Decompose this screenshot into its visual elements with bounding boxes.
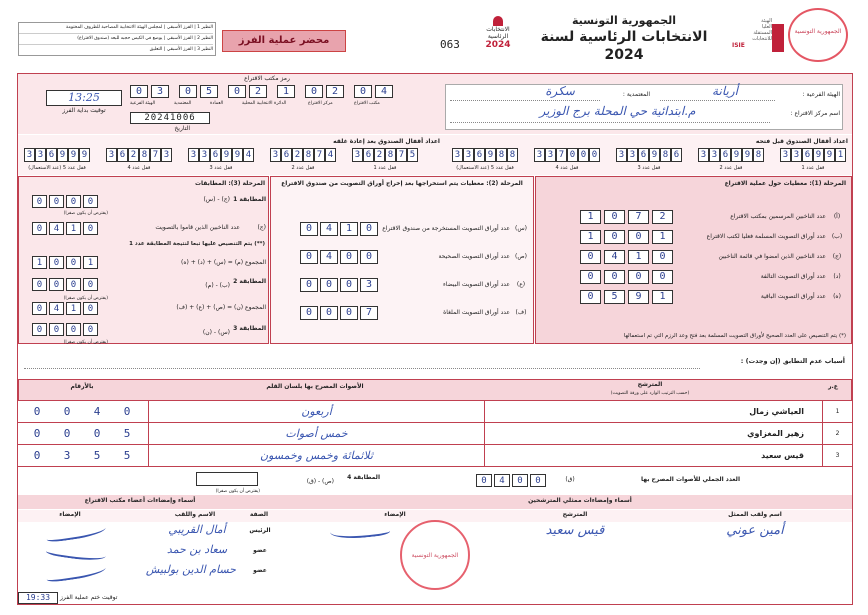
votes-in-words[interactable]: أربعون	[148, 401, 484, 423]
vote-digit[interactable]: 5	[123, 449, 131, 462]
vote-digit[interactable]: 0	[63, 405, 71, 418]
col-words-header: الأصوات المصرح بها بلسان القلم	[266, 383, 364, 390]
lock-digit[interactable]: 3	[545, 148, 556, 162]
signature-icon	[45, 563, 106, 583]
row-num: 3	[822, 445, 852, 467]
code-digit[interactable]: 0	[228, 85, 246, 98]
lock-digit[interactable]: 3	[698, 148, 709, 162]
match1-label: المطابقة 1	[233, 196, 266, 203]
lock-digit[interactable]: 3	[352, 148, 363, 162]
sum-n-label: المجموع (ن) = (ص) + (ع) + (ف)	[176, 304, 266, 311]
lock-digit[interactable]: 3	[24, 148, 35, 162]
stage1-rows	[540, 210, 846, 320]
locks-row	[24, 148, 850, 174]
discrepancy-line	[24, 368, 700, 369]
office-col-signature: الإمضاء	[59, 511, 81, 518]
lock-digit[interactable]: 9	[68, 148, 79, 162]
lock-digit[interactable]: 6	[117, 148, 128, 162]
lock-label: قفل عدد 2	[719, 165, 743, 171]
stage2-digit[interactable]: 0	[340, 278, 358, 292]
lock-digit[interactable]: 9	[221, 148, 232, 162]
stage1-digit[interactable]: 0	[580, 270, 601, 284]
code-sub-label: الدائرة الانتخابية المحلية	[242, 101, 287, 106]
match4-note: (يفترض أن يكون صفرا)	[215, 489, 260, 494]
stage2-digit[interactable]: 0	[300, 306, 318, 320]
lock-digit[interactable]: 3	[534, 148, 545, 162]
office-rows	[18, 523, 308, 583]
col-num-header: ع.ر	[828, 383, 838, 390]
lock-digit[interactable]: 3	[709, 148, 720, 162]
rep-name[interactable]: أمين عوني	[726, 523, 784, 538]
votes-in-words[interactable]: ثلاثمائة وخمس وخمسون	[148, 445, 484, 467]
row-num: 1	[822, 401, 852, 423]
code-sub-label: المعتمدية	[174, 101, 192, 106]
lock-digit[interactable]: 7	[314, 148, 325, 162]
reps-col-candidate: المترشح	[562, 511, 588, 518]
logo-text-2: الرئاسية	[487, 33, 509, 40]
lock-digit[interactable]: 6	[210, 148, 221, 162]
stage1-label: عدد الناخبين المرسمين بمكتب الاقتراع	[730, 213, 826, 220]
stage2-key: (ص)	[515, 253, 527, 260]
lock-digit[interactable]: 3	[161, 148, 172, 162]
stage2-title: المرحلة (2): معطيات يتم استخراجها بعد إخراج أوراق التصويت من صندوق الاقتراع	[281, 180, 523, 187]
stage1-digit[interactable]: 1	[580, 210, 601, 224]
office-col-role: الصفة	[249, 511, 269, 518]
stage1-label: عدد أوراق التصويت التالفة	[760, 273, 826, 280]
lock-digit[interactable]: 8	[385, 148, 396, 162]
reps-col-name: اسم ولقب الممثل	[728, 511, 782, 518]
lock-digit[interactable]: 8	[303, 148, 314, 162]
lock-digit[interactable]: 7	[396, 148, 407, 162]
lock-label: قفل عدد 5 (عند الاستعمال)	[456, 165, 514, 171]
subcommission-line	[660, 100, 775, 101]
stage1-digit[interactable]: 0	[652, 270, 673, 284]
match2-sub: (ب) - (م)	[205, 282, 230, 289]
stage3-digit[interactable]: 0	[32, 222, 47, 235]
lock-label: قفل عدد 3	[209, 165, 233, 171]
col-candidate-header: المترشح	[637, 381, 663, 388]
lock-digit[interactable]: 3	[106, 148, 117, 162]
col-candidate-sub: (حسب الترتيب الوارد على ورقة التصويت)	[610, 391, 690, 396]
stage3-digit[interactable]: 1	[83, 256, 98, 269]
vote-digit[interactable]: 5	[123, 427, 131, 440]
lock-digit[interactable]: 8	[507, 148, 518, 162]
stage1-label: عدد الناخبين الذين امضوا في قائمة الناخبين	[718, 253, 826, 260]
stage2-label: عدد أوراق التصويت الملغاة	[443, 309, 510, 316]
lock-digit[interactable]: 9	[57, 148, 68, 162]
stage3-digit[interactable]: 0	[49, 323, 64, 336]
stage3-digit[interactable]: 1	[66, 302, 81, 315]
match3-sub: (س) - (ن)	[202, 329, 230, 336]
rep-candidate[interactable]: قيس سعيد	[545, 523, 605, 538]
serial-number: 063	[440, 38, 460, 51]
stage1-key: (ج)	[832, 253, 842, 260]
stage3-digit[interactable]: 0	[49, 256, 64, 269]
isie-logo	[732, 18, 772, 62]
lock-digit[interactable]: 6	[720, 148, 731, 162]
match1-note: (يفترض أن يكون صفرا)	[63, 211, 108, 216]
locks-after-label: اعداد أقفال الصندوق بعد إعادة غلقه	[333, 138, 440, 145]
lock-digit[interactable]: 0	[578, 148, 589, 162]
stage2-digit[interactable]: 4	[320, 222, 338, 236]
locks-before-label: اعداد أقفال الصندوق قبل فتحه	[755, 138, 848, 145]
stage3-digit[interactable]: 0	[32, 278, 47, 291]
code-digit[interactable]: 4	[375, 85, 393, 98]
lock-digit[interactable]: 3	[35, 148, 46, 162]
lock-digit[interactable]: 3	[463, 148, 474, 162]
lock-digit[interactable]: 7	[150, 148, 161, 162]
office-name[interactable]: سعاد بن حمد	[166, 543, 228, 556]
total-digit[interactable]: 4	[494, 474, 510, 487]
signature-icon	[45, 523, 106, 543]
signature-icon	[45, 543, 106, 563]
lock-digit[interactable]: 0	[589, 148, 600, 162]
start-time-field[interactable]	[46, 90, 122, 106]
lock-digit[interactable]: 0	[567, 148, 578, 162]
lock-digit[interactable]: 8	[660, 148, 671, 162]
lock-digit[interactable]: 3	[616, 148, 627, 162]
vote-digit[interactable]: 0	[123, 405, 131, 418]
stage3-digit[interactable]: 0	[49, 195, 64, 208]
stage1-label: عدد أوراق التصويت المسلمة فعليا لكتب الاقتراع	[706, 233, 826, 240]
stage3-digit[interactable]: 0	[83, 222, 98, 235]
stage2-digit[interactable]: 0	[300, 250, 318, 264]
stage3-title: المرحلة (3): المطابقات	[194, 180, 265, 187]
lock-digit[interactable]: 3	[199, 148, 210, 162]
delegation-value[interactable]: سكرة	[545, 84, 575, 98]
copies-table	[18, 22, 216, 56]
stage2-label: عدد أوراق التصويت البيضاء	[442, 281, 510, 288]
vote-digit[interactable]: 4	[93, 405, 101, 418]
code-digit[interactable]: 0	[305, 85, 323, 98]
code-sub-label: العمادة	[210, 101, 224, 106]
stage2-digit[interactable]: 0	[300, 222, 318, 236]
match4-label: المطابقة 4	[347, 474, 380, 481]
vote-digit[interactable]: 0	[33, 449, 41, 462]
lock-digit[interactable]: 1	[835, 148, 846, 162]
discrepancy-label: أسباب عدم التطابق (إن وجدت) :	[740, 357, 845, 365]
lock-digit[interactable]: 6	[671, 148, 682, 162]
stage3-digit[interactable]: 4	[49, 222, 64, 235]
code-digit[interactable]: 3	[151, 85, 169, 98]
vote-digit[interactable]: 0	[33, 427, 41, 440]
lock-digit[interactable]: 4	[243, 148, 254, 162]
stage2-digit[interactable]: 7	[360, 306, 378, 320]
date-label: التاريخ	[174, 125, 190, 132]
lock-digit[interactable]: 9	[824, 148, 835, 162]
copy-row-2: النظير 2 | الفرز الأسبقي | يوضع في الكيس حجبه للبعد (صندوق الاقتراع)	[19, 35, 213, 45]
stage3-digit[interactable]: 0	[66, 195, 81, 208]
lock-digit[interactable]: 7	[556, 148, 567, 162]
lock-label: قفل عدد 1	[373, 165, 397, 171]
stage2-rows	[300, 222, 530, 322]
lock-digit[interactable]: 3	[270, 148, 281, 162]
stage3-digit[interactable]: 0	[83, 302, 98, 315]
candidate-name: زهير المغزاوي	[484, 423, 814, 445]
code-digit[interactable]: 0	[130, 85, 148, 98]
voters-key: (ج)	[257, 224, 266, 231]
total-digit[interactable]: 0	[530, 474, 546, 487]
flag-icon	[772, 24, 784, 52]
stage3-digit[interactable]: 0	[83, 278, 98, 291]
stage1-digit[interactable]: 5	[604, 290, 625, 304]
total-digit[interactable]: 0	[476, 474, 492, 487]
isie-abbr: ISIE	[732, 42, 745, 49]
col-digits-header: بالأرقام	[70, 383, 94, 390]
lock-digit[interactable]: 2	[128, 148, 139, 162]
sum-m-label: المجموع (م) = (س) + (د) + (ه)	[181, 259, 266, 266]
lock-digit[interactable]: 9	[232, 148, 243, 162]
total-value	[476, 474, 556, 486]
stage3-digit[interactable]: 0	[32, 302, 47, 315]
stage1-key: (د)	[833, 273, 841, 280]
lock-digit[interactable]: 9	[731, 148, 742, 162]
vote-digit[interactable]: 0	[93, 427, 101, 440]
lock-digit[interactable]: 9	[649, 148, 660, 162]
office-role: عضو	[253, 547, 267, 554]
lock-digit[interactable]: 3	[780, 148, 791, 162]
stage1-digit[interactable]: 1	[652, 230, 673, 244]
stage1-digit[interactable]: 1	[652, 290, 673, 304]
stage1-digit[interactable]: 1	[628, 250, 649, 264]
stage1-digit[interactable]: 0	[628, 230, 649, 244]
office-code	[130, 85, 395, 99]
match3-note: (يفترض أن يكون صفرا)	[63, 340, 108, 345]
stage1-digit[interactable]: 0	[604, 230, 625, 244]
stage2-digit[interactable]: 0	[300, 278, 318, 292]
lock-digit[interactable]: 6	[281, 148, 292, 162]
stage2-key: (ف)	[515, 309, 527, 316]
code-digit[interactable]: 5	[200, 85, 218, 98]
office-role: عضو	[253, 567, 267, 574]
copy-row-1: النظير 1 | الفرز الأسبقي | لمجلس الهيئة الانتخابية المصاحبة للظروف المختومة	[19, 24, 213, 34]
stage1-digit[interactable]: 7	[628, 210, 649, 224]
stage1-note: (*) يتم التنصيص على العدد الصحيح لأوراق التصويت المسلمة بعد فتح وعد الرزم التي تم استعمالها	[623, 333, 846, 339]
office-col-name: الاسم واللقب	[174, 511, 216, 518]
copy-row-3: النظير 3 | الفرز الأسبقي | التعليق	[149, 47, 213, 52]
republic-title: الجمهورية التونسية	[571, 14, 677, 27]
form-title: محضر عملية الفرز	[222, 30, 346, 52]
stage2-key: (س)	[514, 225, 527, 232]
match4-box[interactable]	[196, 472, 258, 486]
lock-label: قفل عدد 5 (عند الاستعمال)	[28, 165, 86, 171]
lock-digit[interactable]: 9	[485, 148, 496, 162]
election-title: الانتخابات الرئاسية لسنة 2024	[540, 29, 708, 63]
stage1-digit[interactable]: 0	[628, 270, 649, 284]
title-block	[520, 14, 728, 64]
end-time-label: توقيت ختم عملية الفرز	[60, 594, 118, 601]
stage1-digit[interactable]: 9	[628, 290, 649, 304]
stage3-digit[interactable]: 1	[32, 256, 47, 269]
code-digit[interactable]: 2	[326, 85, 344, 98]
reps-col-signature: الإمضاء	[384, 511, 406, 518]
lock-digit[interactable]: 4	[325, 148, 336, 162]
office-name[interactable]: أمال القريبي	[168, 523, 226, 536]
table-row	[18, 423, 852, 445]
code-sub-label: مكتب الاقتراع	[354, 101, 380, 106]
flame-icon	[493, 16, 503, 26]
vote-digit[interactable]: 5	[93, 449, 101, 462]
stage1-key: (أ)	[833, 213, 841, 220]
isie-line-4: للانتخابات	[752, 36, 772, 42]
lock-digit[interactable]: 9	[813, 148, 824, 162]
match1-sub: (ج) - (س)	[203, 196, 230, 203]
delegation-label: المعتمدية :	[622, 91, 650, 98]
table-row	[18, 401, 852, 423]
office-name[interactable]: حسام الدين بولبيش	[145, 563, 236, 576]
lock-digit[interactable]: 3	[188, 148, 199, 162]
lock-digit[interactable]: 2	[374, 148, 385, 162]
stage3-note1: (**) يتم التنصيص عليها تبعا لنتيجة المطابقة عدد 1	[129, 241, 265, 247]
voters-desc: عدد الناخبين الذين قاموا بالتصويت	[155, 224, 240, 231]
stage2-digit[interactable]: 0	[340, 250, 358, 264]
total-digit[interactable]: 0	[512, 474, 528, 487]
code-digit[interactable]: 0	[354, 85, 372, 98]
stage3-digit[interactable]: 0	[66, 323, 81, 336]
stage1-digit[interactable]: 1	[580, 230, 601, 244]
code-digit[interactable]: 1	[277, 85, 295, 98]
lock-label: قفل عدد 2	[291, 165, 315, 171]
candidate-name: العياشي زمال	[484, 401, 814, 423]
start-time-label: توقيت بداية الفرز	[62, 107, 106, 114]
stage1-key: (ه)	[833, 293, 841, 300]
lock-digit[interactable]: 6	[474, 148, 485, 162]
subcommission-label: الهيئة الفرعية :	[802, 91, 840, 98]
lock-digit[interactable]: 9	[79, 148, 90, 162]
stage1-label: عدد أوراق التصويت الباقية	[760, 293, 826, 300]
logo-text-1: الانتخابات	[486, 26, 510, 33]
stage1-digit[interactable]: 0	[580, 290, 601, 304]
code-sub-label: مركز الاقتراع	[308, 101, 333, 106]
candidate-name: قيس سعيد	[484, 445, 814, 467]
votes-in-words[interactable]: خمس أصوات	[148, 423, 484, 445]
lock-digit[interactable]: 3	[452, 148, 463, 162]
stage2-digit[interactable]: 0	[320, 278, 338, 292]
header	[0, 0, 868, 72]
center-value[interactable]: م.ابتدائية حي المحلة برج الوزير	[539, 104, 696, 118]
logo-year: 2024	[485, 40, 511, 50]
stage2-key: (ع)	[516, 281, 526, 288]
stage2-label: عدد أوراق التصويت الصحيحة	[438, 253, 510, 260]
stage2-digit[interactable]: 4	[320, 250, 338, 264]
match4-sub: (ص) - (ق)	[306, 478, 334, 485]
lock-digit[interactable]: 3	[627, 148, 638, 162]
lock-digit[interactable]: 3	[791, 148, 802, 162]
stage1-digit[interactable]: 2	[652, 210, 673, 224]
code-sub-labels	[130, 100, 395, 108]
lock-digit[interactable]: 5	[407, 148, 418, 162]
stage2-digit[interactable]: 0	[320, 306, 338, 320]
stage3-digit[interactable]: 0	[49, 278, 64, 291]
lock-digit[interactable]: 9	[742, 148, 753, 162]
lock-label: قفل عدد 3	[637, 165, 661, 171]
center-label: اسم مركز الاقتراع :	[790, 110, 840, 117]
stage1-digit[interactable]: 0	[580, 250, 601, 264]
office-code-label: رمز مكتب الاقتراع	[244, 75, 290, 82]
stage1-key: (ب)	[831, 233, 843, 240]
reps-title: أسماء وإمضاءات ممثلي المترشحين	[528, 497, 632, 504]
stage1-digit[interactable]: 4	[604, 250, 625, 264]
table-row	[18, 445, 852, 467]
office-title: أسماء وإمضاءات أعضاء مكتب الاقتراع	[84, 497, 196, 504]
stage2-label: عدد أوراق التصويت المستخرجة من صندوق الاقتراع	[382, 225, 510, 232]
center-line	[450, 122, 770, 123]
lock-digit[interactable]: 2	[292, 148, 303, 162]
total-label: العدد الجملي للأصوات المصرح بها	[641, 476, 740, 483]
office-role: الرئيس	[249, 527, 271, 534]
stage3-digit[interactable]: 0	[66, 256, 81, 269]
code-digit[interactable]: 2	[249, 85, 267, 98]
stage1-title: المرحلة (1): معطيات حول عملية الاقتراع	[724, 180, 846, 187]
stage1-digit[interactable]: 0	[604, 210, 625, 224]
lock-label: قفل عدد 1	[801, 165, 825, 171]
stage2-digit[interactable]: 0	[340, 306, 358, 320]
stage3-digit[interactable]: 0	[83, 195, 98, 208]
isie-line-1: الهيئة	[761, 18, 772, 24]
stage3-digit[interactable]: 0	[83, 323, 98, 336]
stage3-digit[interactable]: 0	[66, 278, 81, 291]
lock-digit[interactable]: 8	[139, 148, 150, 162]
stage2-digit[interactable]: 3	[360, 278, 378, 292]
code-digit[interactable]: 0	[179, 85, 197, 98]
lock-digit[interactable]: 6	[363, 148, 374, 162]
election-logo	[478, 16, 518, 62]
lock-label: قفل عدد 4	[555, 165, 579, 171]
stage3-digit[interactable]: 0	[32, 323, 47, 336]
lock-digit[interactable]: 6	[46, 148, 57, 162]
stage3-digit[interactable]: 1	[66, 222, 81, 235]
end-time-field[interactable]: 19:33	[18, 592, 58, 604]
stage2-digit[interactable]: 0	[360, 222, 378, 236]
stage2-digit[interactable]: 0	[360, 250, 378, 264]
lock-digit[interactable]: 6	[802, 148, 813, 162]
code-sub-label: الهيئة الفرعية	[130, 101, 156, 106]
row-num: 2	[822, 423, 852, 445]
lock-label: قفل عدد 4	[127, 165, 151, 171]
lock-digit[interactable]: 6	[638, 148, 649, 162]
lock-digit[interactable]: 8	[753, 148, 764, 162]
results-rows	[18, 401, 852, 467]
vote-digit[interactable]: 0	[63, 427, 71, 440]
match3-label: المطابقة 3	[233, 325, 266, 332]
start-time-value: 13:25	[68, 91, 100, 104]
vote-digit[interactable]: 0	[33, 405, 41, 418]
vote-digit[interactable]: 3	[63, 449, 71, 462]
match2-label: المطابقة 2	[233, 278, 266, 285]
subcommission-value[interactable]: أريانة	[712, 84, 738, 98]
stamp-bottom-icon	[400, 520, 470, 590]
stamp-top-icon	[788, 8, 848, 62]
stamp-bottom-text: الجمهورية التونسية	[411, 552, 459, 559]
stage3-digit[interactable]: 4	[49, 302, 64, 315]
total-key: (ق)	[565, 476, 575, 483]
date-field[interactable]: 20241006	[130, 112, 210, 124]
stage3-digit[interactable]: 0	[32, 195, 47, 208]
stage1-digit[interactable]: 0	[652, 250, 673, 264]
delegation-line	[450, 100, 600, 101]
stamp-top-text: الجمهورية التونسية	[794, 28, 842, 35]
stage1-digit[interactable]: 0	[604, 270, 625, 284]
stage2-digit[interactable]: 1	[340, 222, 358, 236]
match2-note: (يفترض أن يكون صفرا)	[63, 296, 108, 301]
isie-line-3: المستقلة	[753, 30, 772, 36]
isie-line-2: العليا	[761, 24, 772, 30]
lock-digit[interactable]: 8	[496, 148, 507, 162]
